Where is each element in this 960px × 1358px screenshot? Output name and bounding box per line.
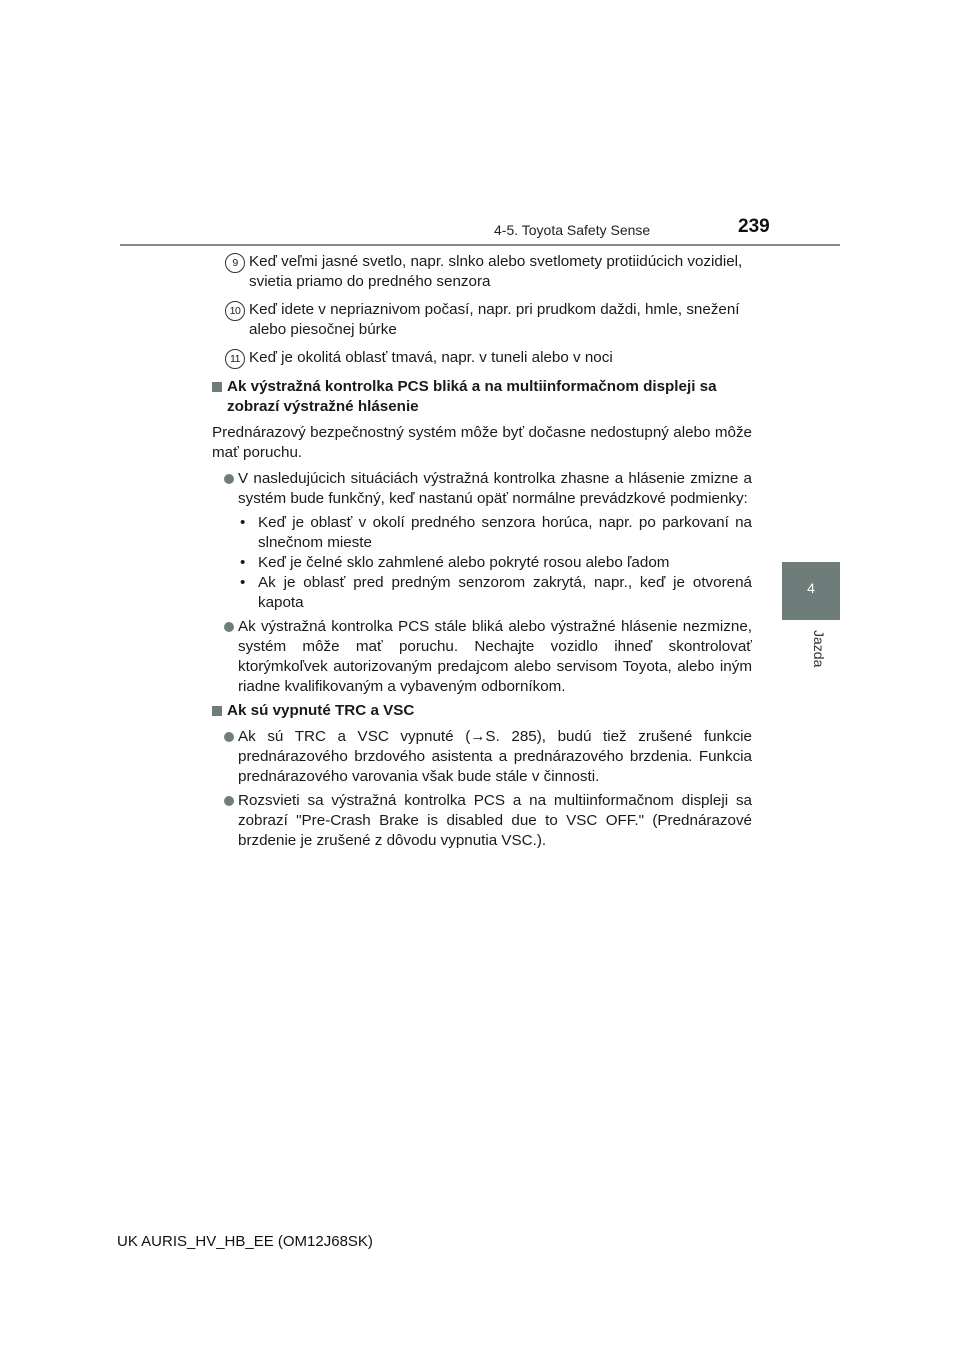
section-title: 4-5. Toyota Safety Sense <box>494 222 651 238</box>
list-item <box>212 469 752 509</box>
list-item-text: V nasledujúcich situáciách výstražná kontrolka zhasne a hlásenie zmizne a systém bude funkčný, keď nastanú opäť normálne prevádzkové podmienky: <box>238 470 752 507</box>
sub-list-item-text: Keď je oblasť v okolí predného senzora horúca, napr. po parkovaní na slnečnom mieste <box>258 514 752 551</box>
chapter-number: 4 <box>807 580 815 596</box>
numbered-item-text: Keď je okolitá oblasť tmavá, napr. v tuneli alebo v noci <box>249 349 613 366</box>
middot-bullet-icon: • <box>240 514 246 531</box>
square-bullet-icon <box>212 382 222 392</box>
circled-number-icon: 10 <box>225 301 245 321</box>
sub-list-item <box>240 513 752 553</box>
round-bullet-icon <box>224 796 234 806</box>
numbered-item <box>212 348 752 369</box>
sub-list-item <box>240 573 752 613</box>
round-bullet-icon <box>224 622 234 632</box>
chapter-label: Jazda <box>811 630 827 668</box>
circled-number-icon: 9 <box>225 253 245 273</box>
page-number: 239 <box>738 216 770 237</box>
round-bullet-icon <box>224 474 234 484</box>
section-heading <box>212 701 752 721</box>
chapter-tab <box>782 562 840 620</box>
section-intro: Prednárazový bezpečnostný systém môže byť dočasne nedostupný alebo môže mať poruchu. <box>212 424 752 461</box>
sub-list-item <box>240 553 752 573</box>
circled-number-icon: 11 <box>225 349 245 369</box>
sub-list-item-text: Ak je oblasť pred predným senzorom zakrytá, napr., keď je otvorená kapota <box>258 574 752 611</box>
round-bullet-icon <box>224 732 234 742</box>
list-item <box>212 727 752 787</box>
middot-bullet-icon: • <box>240 574 246 591</box>
numbered-item <box>212 252 752 292</box>
square-bullet-icon <box>212 706 222 716</box>
numbered-item-text: Keď veľmi jasné svetlo, napr. slnko alebo svetlomety protiidúcich vozidiel, svietia priamo do predného senzora <box>249 253 743 290</box>
numbered-item <box>212 300 752 340</box>
list-item-text: Ak výstražná kontrolka PCS stále bliká alebo výstražné hlásenie nezmizne, systém môže mať poruchu. Nechajte vozidlo ihneď skontrolovať ktorýmkoľvek autorizovaným predajcom alebo servisom Toyota, alebo iným riadne kvalifikovaným a vybaveným odborníkom. <box>238 618 752 695</box>
numbered-item-text: Keď idete v nepriaznivom počasí, napr. pri prudkom daždi, hmle, snežení alebo piesočnej búrke <box>249 301 740 338</box>
list-item-text: Ak sú TRC a VSC vypnuté (→S. 285), budú tiež zrušené funkcie prednárazového brzdového asistenta a prednárazového brzdenia. Funkcia prednárazového varovania však bude stále v činnosti. <box>238 728 752 785</box>
list-item <box>212 617 752 697</box>
middot-bullet-icon: • <box>240 554 246 571</box>
section-heading <box>212 377 752 417</box>
section-heading-text: Ak výstražná kontrolka PCS bliká a na multiinformačnom displeji sa zobrazí výstražné hlásenie <box>227 378 717 415</box>
list-item <box>212 791 752 851</box>
sub-list-item-text: Keď je čelné sklo zahmlené alebo pokryté rosou alebo ľadom <box>258 554 670 571</box>
header-divider <box>120 244 840 246</box>
sub-list <box>212 513 752 613</box>
page-content <box>212 252 752 855</box>
section-heading-text: Ak sú vypnuté TRC a VSC <box>227 702 415 719</box>
document-code: UK AURIS_HV_HB_EE (OM12J68SK) <box>117 1233 373 1250</box>
list-item-text: Rozsvieti sa výstražná kontrolka PCS a na multiinformačnom displeji sa zobrazí "Pre-Crash Brake is disabled due to VSC OFF." (Prednárazové brzdenie je zrušené z dôvodu vypnutia VSC.). <box>238 792 752 849</box>
